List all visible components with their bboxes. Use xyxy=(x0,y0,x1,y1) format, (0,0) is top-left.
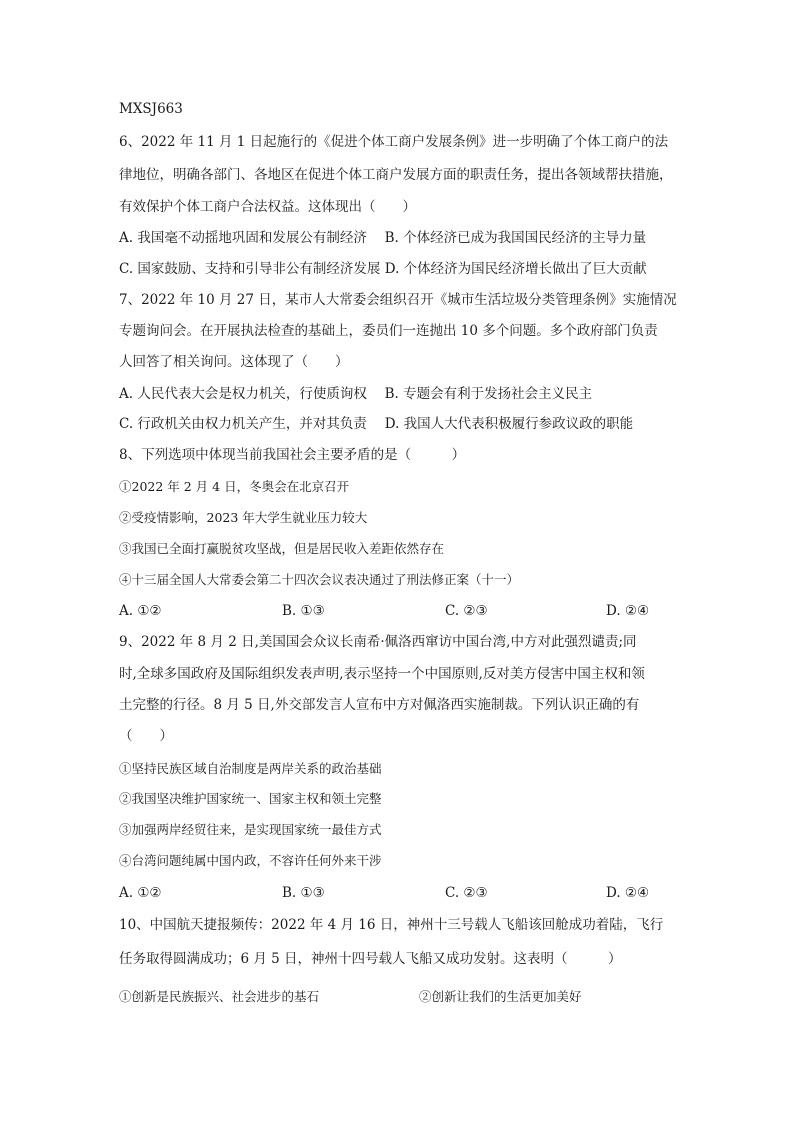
q9-item-3: ③加强两岸经贸往来，是实现国家统一最佳方式 xyxy=(119,822,382,837)
q7-stem-line-3: 人回答了相关询问。这体现了（ ） xyxy=(119,354,349,370)
q9-stem-line-2: 时,全球多国政府及国际组织发表声明,表示坚持一个中国原则,反对美方侵害中国主权和领 xyxy=(119,666,645,682)
q9-choice-d: D. ②④ xyxy=(606,885,650,901)
q10-stem-line-2: 任务取得圆满成功；6 月 5 日，神州十四号载人飞船又成功发射。这表明（ ） xyxy=(119,951,622,967)
q7-stem-line-1: 7、2022 年 10 月 27 日，某市人大常委会组织召开《城市生活垃圾分类管理条例》实施情况 xyxy=(119,292,677,308)
q9-stem-line-3: 土完整的行径。8 月 5 日,外交部发言人宣布中方对佩洛西实施制裁。下列认识正确的有 xyxy=(119,697,640,713)
q9-item-1: ①坚持民族区域自治制度是两岸关系的政治基础 xyxy=(119,761,382,776)
document-id: MXSJ663 xyxy=(119,101,183,117)
q9-item-2: ②我国坚决维护国家统一、国家主权和领土完整 xyxy=(119,791,382,806)
q10-item-1: ①创新是民族振兴、社会进步的基石 xyxy=(119,989,320,1004)
q6-stem-line-3: 有效保护个体工商户合法权益。这体现出（ ） xyxy=(119,199,416,215)
q9-choice-b: B. ①③ xyxy=(282,885,325,901)
q7-stem-line-2: 专题询问会。在开展执法检查的基础上，委员们一连抛出 10 多个问题。多个政府部门负责 xyxy=(119,323,658,339)
q6-stem-line-1: 6、2022 年 11 月 1 日起施行的《促进个体工商户发展条例》进一步明确了个体工商户的法 xyxy=(119,134,669,150)
q8-item-4: ④十三届全国人大常委会第二十四次会议表决通过了刑法修正案（十一） xyxy=(119,572,520,587)
q9-choice-c: C. ②③ xyxy=(445,885,488,901)
q9-stem-line-1: 9、2022 年 8 月 2 日,美国国会众议长南希·佩洛西窜访中国台湾,中方对此强烈谴责;同 xyxy=(119,634,637,650)
q7-option-ab: A. 人民代表大会是权力机关，行使质询权 B. 专题会有利于发扬社会主义民主 xyxy=(119,386,593,402)
q9-item-4: ④台湾问题纯属中国内政，不容许任何外来干涉 xyxy=(119,853,382,868)
q8-stem: 8、下列选项中体现当前我国社会主要矛盾的是（ ） xyxy=(119,447,466,463)
q6-option-ab: A. 我国毫不动摇地巩固和发展公有制经济 B. 个体经济已成为我国国民经济的主导力量 xyxy=(119,230,647,246)
q8-item-1: ①2022 年 2 月 4 日，冬奥会在北京召开 xyxy=(119,479,350,494)
q10-stem-line-1: 10、中国航天捷报频传：2022 年 4 月 16 日，神州十三号载人飞船该回舱成功着陆，飞行 xyxy=(119,917,664,933)
q10-item-2: ②创新让我们的生活更加美好 xyxy=(419,989,582,1004)
q8-item-3: ③我国已全面打赢脱贫攻坚战，但是居民收入差距依然存在 xyxy=(119,541,445,556)
q7-option-cd: C. 行政机关由权力机关产生，并对其负责 D. 我国人大代表积极履行参政议政的职能 xyxy=(119,416,634,432)
q9-stem-line-4: （ ） xyxy=(119,728,173,744)
q9-choice-a: A. ①② xyxy=(119,885,162,901)
q8-choice-d: D. ②④ xyxy=(606,603,650,619)
q6-option-cd: C. 国家鼓励、支持和引导非公有制经济发展 D. 个体经济为国民经济增长做出了巨大贡献 xyxy=(119,261,647,277)
q8-choice-b: B. ①③ xyxy=(282,603,325,619)
q8-choice-c: C. ②③ xyxy=(445,603,488,619)
q8-choice-a: A. ①② xyxy=(119,603,162,619)
q8-item-2: ②受疫情影响，2023 年大学生就业压力较大 xyxy=(119,510,368,525)
q6-stem-line-2: 律地位，明确各部门、各地区在促进个体工商户发展方面的职责任务，提出各领域帮扶措施， xyxy=(119,167,673,183)
